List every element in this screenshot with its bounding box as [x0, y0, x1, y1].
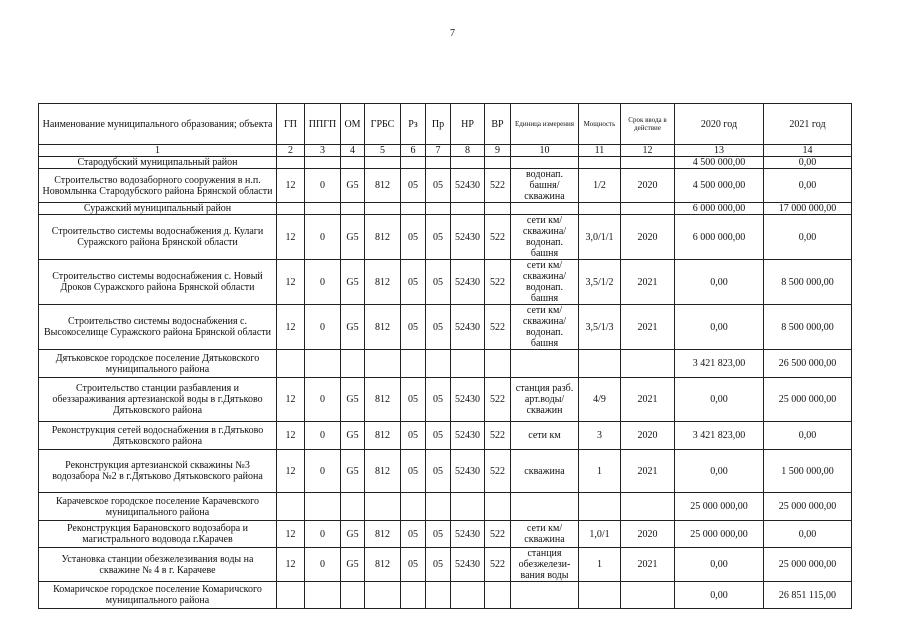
cell-pr: 05: [426, 450, 451, 493]
cell-cap: [579, 582, 621, 609]
cell-ppgp: 0: [305, 215, 341, 260]
cell-nr: 52430: [451, 521, 485, 548]
cell-cap: 1/2: [579, 169, 621, 203]
cell-grbs: 812: [365, 450, 401, 493]
budget-table: [38, 103, 852, 609]
amount-2021: 25 000 000,00: [764, 378, 852, 422]
cell-ppgp: 0: [305, 378, 341, 422]
amount-2020: 25 000 000,00: [675, 521, 764, 548]
cell-nr: 52430: [451, 548, 485, 582]
table-row: [39, 378, 852, 422]
amount-2021: 1 500 000,00: [764, 450, 852, 493]
cell-grbs: [365, 157, 401, 169]
object-name: Строительство системы водоснабжения д. Кулаги Суражского района Брянской области: [39, 215, 277, 260]
cell-rz: [401, 203, 426, 215]
amount-2021: 0,00: [764, 169, 852, 203]
cell-pr: 05: [426, 305, 451, 350]
group-row: [39, 157, 852, 169]
group-row: [39, 203, 852, 215]
header-cell: Наименование муниципального образования; объекта: [39, 104, 277, 145]
cell-term: [621, 493, 675, 521]
header-cell: Единица измерения: [511, 104, 579, 145]
object-name: Установка станции обезжелезивания воды на скважине № 4 в г. Карачеве: [39, 548, 277, 582]
cell-gp: 12: [277, 378, 305, 422]
cell-pr: 05: [426, 215, 451, 260]
index-cell: 7: [426, 145, 451, 157]
municipality-name: Карачевское городское поселение Карачевского муниципального района: [39, 493, 277, 521]
cell-vr: [485, 493, 511, 521]
index-cell: 3: [305, 145, 341, 157]
amount-2021: 25 000 000,00: [764, 548, 852, 582]
cell-pr: 05: [426, 169, 451, 203]
cell-cap: [579, 493, 621, 521]
cell-term: 2020: [621, 422, 675, 450]
header-cell: ГП: [277, 104, 305, 145]
cell-gp: 12: [277, 521, 305, 548]
cell-unit: станция разб. арт.воды/ скважин: [511, 378, 579, 422]
cell-rz: [401, 350, 426, 378]
page-number: 7: [450, 28, 455, 39]
cell-vr: [485, 350, 511, 378]
cell-rz: 05: [401, 169, 426, 203]
cell-gp: [277, 350, 305, 378]
cell-om: [341, 157, 365, 169]
cell-unit: [511, 157, 579, 169]
cell-rz: 05: [401, 378, 426, 422]
group-row: [39, 493, 852, 521]
table-row: [39, 521, 852, 548]
cell-unit: [511, 203, 579, 215]
cell-vr: 522: [485, 169, 511, 203]
amount-2021: 25 000 000,00: [764, 493, 852, 521]
amount-2020: 25 000 000,00: [675, 493, 764, 521]
table-row: [39, 450, 852, 493]
municipality-name: Стародубский муниципальный район: [39, 157, 277, 169]
cell-cap: 1,0/1: [579, 521, 621, 548]
index-cell: 12: [621, 145, 675, 157]
amount-2020: 3 421 823,00: [675, 422, 764, 450]
cell-unit: сети км/ скважина: [511, 521, 579, 548]
cell-vr: 522: [485, 422, 511, 450]
cell-pr: 05: [426, 260, 451, 305]
cell-unit: [511, 582, 579, 609]
object-name: Строительство станции разбавления и обеззараживания артезианской воды в г.Дятьково Дятьковского района: [39, 378, 277, 422]
cell-nr: [451, 350, 485, 378]
amount-2021: 8 500 000,00: [764, 260, 852, 305]
cell-rz: 05: [401, 548, 426, 582]
amount-2020: 4 500 000,00: [675, 169, 764, 203]
cell-grbs: 812: [365, 305, 401, 350]
cell-term: 2021: [621, 548, 675, 582]
table-row: [39, 169, 852, 203]
cell-om: G5: [341, 215, 365, 260]
header-cell: 2021 год: [764, 104, 852, 145]
cell-nr: 52430: [451, 215, 485, 260]
cell-rz: 05: [401, 422, 426, 450]
index-cell: 4: [341, 145, 365, 157]
header-cell: Мощность: [579, 104, 621, 145]
cell-grbs: 812: [365, 521, 401, 548]
cell-nr: 52430: [451, 378, 485, 422]
cell-vr: 522: [485, 548, 511, 582]
table-row: [39, 422, 852, 450]
object-name: Строительство системы водоснабжения с. Новый Дроков Суражского района Брянской области: [39, 260, 277, 305]
cell-grbs: 812: [365, 548, 401, 582]
cell-cap: 1: [579, 450, 621, 493]
cell-gp: 12: [277, 422, 305, 450]
cell-ppgp: [305, 203, 341, 215]
cell-ppgp: [305, 493, 341, 521]
index-cell: 6: [401, 145, 426, 157]
object-name: Строительство системы водоснабжения с. Высокоселище Суражского района Брянской области: [39, 305, 277, 350]
amount-2021: 0,00: [764, 215, 852, 260]
cell-grbs: 812: [365, 260, 401, 305]
cell-cap: 3,5/1/3: [579, 305, 621, 350]
cell-om: G5: [341, 422, 365, 450]
cell-gp: 12: [277, 169, 305, 203]
cell-grbs: 812: [365, 422, 401, 450]
table-row: [39, 548, 852, 582]
cell-pr: [426, 582, 451, 609]
cell-vr: [485, 203, 511, 215]
cell-vr: 522: [485, 215, 511, 260]
cell-nr: [451, 157, 485, 169]
cell-pr: [426, 203, 451, 215]
cell-nr: 52430: [451, 169, 485, 203]
cell-rz: [401, 157, 426, 169]
cell-om: G5: [341, 305, 365, 350]
cell-ppgp: [305, 157, 341, 169]
amount-2020: 3 421 823,00: [675, 350, 764, 378]
amount-2020: 0,00: [675, 450, 764, 493]
object-name: Реконструкция Барановского водозабора и магистрального водовода г.Карачев: [39, 521, 277, 548]
cell-grbs: [365, 493, 401, 521]
cell-rz: 05: [401, 450, 426, 493]
cell-rz: 05: [401, 215, 426, 260]
cell-ppgp: 0: [305, 548, 341, 582]
amount-2021: 17 000 000,00: [764, 203, 852, 215]
header-cell: ВР: [485, 104, 511, 145]
amount-2020: 0,00: [675, 378, 764, 422]
cell-unit: водонап. башня/ скважина: [511, 169, 579, 203]
cell-pr: 05: [426, 548, 451, 582]
cell-unit: сети км/ скважина/ водонап. башня: [511, 260, 579, 305]
header-cell: 2020 год: [675, 104, 764, 145]
cell-ppgp: 0: [305, 450, 341, 493]
cell-ppgp: 0: [305, 422, 341, 450]
cell-vr: 522: [485, 450, 511, 493]
cell-om: G5: [341, 260, 365, 305]
cell-om: [341, 582, 365, 609]
cell-gp: 12: [277, 450, 305, 493]
cell-gp: [277, 203, 305, 215]
object-name: Строительство водозаборного сооружения в н.п. Новомлынка Стародубского района Брянской области: [39, 169, 277, 203]
cell-cap: 3,0/1/1: [579, 215, 621, 260]
cell-gp: 12: [277, 215, 305, 260]
amount-2020: 0,00: [675, 582, 764, 609]
cell-term: [621, 203, 675, 215]
amount-2021: 8 500 000,00: [764, 305, 852, 350]
cell-nr: 52430: [451, 422, 485, 450]
cell-unit: [511, 493, 579, 521]
cell-nr: [451, 493, 485, 521]
cell-cap: 3: [579, 422, 621, 450]
header-cell: ППГП: [305, 104, 341, 145]
cell-term: [621, 157, 675, 169]
cell-ppgp: [305, 582, 341, 609]
cell-om: G5: [341, 450, 365, 493]
cell-term: 2021: [621, 260, 675, 305]
cell-gp: [277, 493, 305, 521]
cell-vr: [485, 582, 511, 609]
cell-pr: [426, 157, 451, 169]
cell-grbs: 812: [365, 215, 401, 260]
index-row: [39, 145, 852, 157]
cell-unit: станция обезжелези- вания воды: [511, 548, 579, 582]
index-cell: 13: [675, 145, 764, 157]
cell-ppgp: [305, 350, 341, 378]
cell-om: G5: [341, 169, 365, 203]
cell-rz: 05: [401, 305, 426, 350]
cell-pr: [426, 350, 451, 378]
cell-term: 2021: [621, 450, 675, 493]
cell-om: G5: [341, 378, 365, 422]
cell-pr: [426, 493, 451, 521]
cell-ppgp: 0: [305, 305, 341, 350]
municipality-name: Дятьковское городское поселение Дятьковского муниципального района: [39, 350, 277, 378]
group-row: [39, 582, 852, 609]
object-name: Реконструкция артезианской скважины №3 водозабора №2 в г.Дятьково Дятьковского района: [39, 450, 277, 493]
cell-term: 2021: [621, 305, 675, 350]
cell-vr: 522: [485, 305, 511, 350]
cell-pr: 05: [426, 422, 451, 450]
cell-grbs: 812: [365, 378, 401, 422]
cell-cap: [579, 157, 621, 169]
cell-unit: сети км/ скважина/ водонап. башня: [511, 215, 579, 260]
index-cell: 11: [579, 145, 621, 157]
cell-rz: 05: [401, 260, 426, 305]
cell-vr: 522: [485, 521, 511, 548]
index-cell: 5: [365, 145, 401, 157]
index-cell: 2: [277, 145, 305, 157]
amount-2020: 0,00: [675, 305, 764, 350]
amount-2021: 0,00: [764, 521, 852, 548]
cell-term: [621, 350, 675, 378]
cell-grbs: [365, 350, 401, 378]
cell-grbs: 812: [365, 169, 401, 203]
index-cell: 14: [764, 145, 852, 157]
table-row: [39, 305, 852, 350]
cell-gp: 12: [277, 260, 305, 305]
cell-unit: сети км/ скважина/ водонап. башня: [511, 305, 579, 350]
cell-om: G5: [341, 548, 365, 582]
cell-nr: 52430: [451, 450, 485, 493]
cell-unit: сети км: [511, 422, 579, 450]
cell-gp: 12: [277, 305, 305, 350]
cell-cap: 4/9: [579, 378, 621, 422]
cell-om: G5: [341, 521, 365, 548]
cell-gp: [277, 157, 305, 169]
cell-ppgp: 0: [305, 260, 341, 305]
cell-unit: скважина: [511, 450, 579, 493]
cell-cap: 3,5/1/2: [579, 260, 621, 305]
index-cell: 9: [485, 145, 511, 157]
cell-cap: [579, 350, 621, 378]
amount-2020: 6 000 000,00: [675, 203, 764, 215]
cell-vr: [485, 157, 511, 169]
cell-pr: 05: [426, 521, 451, 548]
cell-nr: [451, 582, 485, 609]
cell-term: 2020: [621, 215, 675, 260]
header-cell: НР: [451, 104, 485, 145]
cell-term: 2021: [621, 378, 675, 422]
header-row: [39, 104, 852, 145]
amount-2021: 26 851 115,00: [764, 582, 852, 609]
cell-grbs: [365, 582, 401, 609]
cell-nr: 52430: [451, 305, 485, 350]
cell-pr: 05: [426, 378, 451, 422]
municipality-name: Суражский муниципальный район: [39, 203, 277, 215]
amount-2020: 0,00: [675, 260, 764, 305]
cell-vr: 522: [485, 378, 511, 422]
cell-vr: 522: [485, 260, 511, 305]
cell-cap: [579, 203, 621, 215]
cell-term: 2020: [621, 169, 675, 203]
index-cell: 1: [39, 145, 277, 157]
amount-2020: 0,00: [675, 548, 764, 582]
cell-cap: 1: [579, 548, 621, 582]
cell-term: 2020: [621, 521, 675, 548]
cell-om: [341, 350, 365, 378]
header-cell: ОМ: [341, 104, 365, 145]
cell-ppgp: 0: [305, 521, 341, 548]
amount-2021: 0,00: [764, 422, 852, 450]
cell-term: [621, 582, 675, 609]
header-cell: Рз: [401, 104, 426, 145]
group-row: [39, 350, 852, 378]
cell-nr: 52430: [451, 260, 485, 305]
index-cell: 10: [511, 145, 579, 157]
cell-grbs: [365, 203, 401, 215]
amount-2021: 0,00: [764, 157, 852, 169]
cell-unit: [511, 350, 579, 378]
index-cell: 8: [451, 145, 485, 157]
table-row: [39, 215, 852, 260]
cell-gp: [277, 582, 305, 609]
cell-rz: [401, 582, 426, 609]
municipality-name: Комаричское городское поселение Комаричского муниципального района: [39, 582, 277, 609]
amount-2020: 4 500 000,00: [675, 157, 764, 169]
cell-rz: [401, 493, 426, 521]
cell-nr: [451, 203, 485, 215]
cell-om: [341, 493, 365, 521]
header-cell: Срок ввода в действие: [621, 104, 675, 145]
cell-rz: 05: [401, 521, 426, 548]
header-cell: ГРБС: [365, 104, 401, 145]
amount-2021: 26 500 000,00: [764, 350, 852, 378]
amount-2020: 6 000 000,00: [675, 215, 764, 260]
header-cell: Пр: [426, 104, 451, 145]
table-row: [39, 260, 852, 305]
cell-om: [341, 203, 365, 215]
object-name: Реконструкция сетей водоснабжения в г.Дятьково Дятьковского района: [39, 422, 277, 450]
cell-ppgp: 0: [305, 169, 341, 203]
cell-gp: 12: [277, 548, 305, 582]
